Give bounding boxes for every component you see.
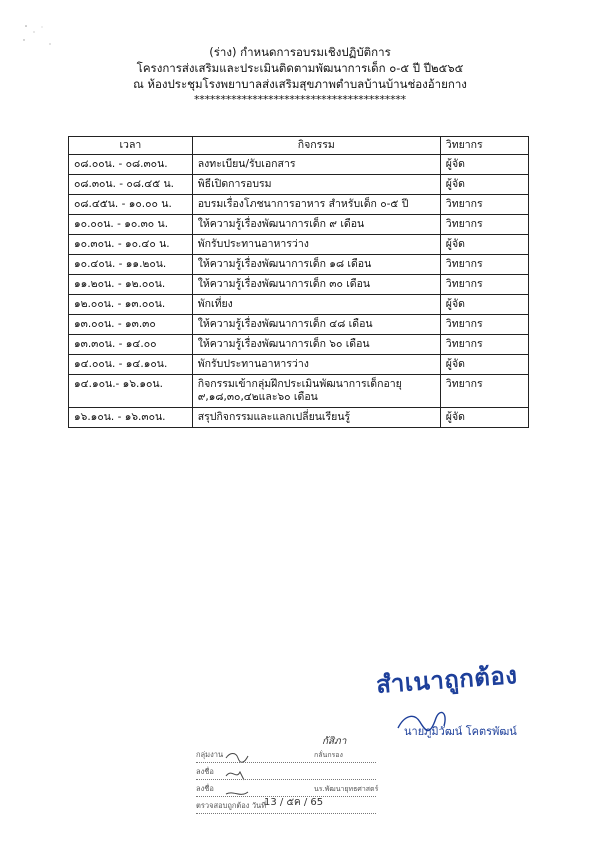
signoff-review-label: กลั่นกรอง (314, 751, 343, 759)
speaker-cell: ผู้จัด (440, 408, 528, 428)
signoff-date-value: 13 / ๕ค / 65 (264, 797, 324, 808)
time-cell: ๑๐.๐๐น. - ๑๐.๓๐ น. (69, 215, 193, 235)
activity-cell: อบรมเรื่องโภชนาการอาหาร สำหรับเด็ก ๐-๕ ปี (192, 195, 440, 215)
speaker-cell: ผู้จัด (440, 295, 528, 315)
time-cell: ๐๘.๔๕น. - ๑๐.๐๐ น. (69, 195, 193, 215)
speaker-cell: วิทยากร (440, 315, 528, 335)
activity-cell: พักเที่ยง (192, 295, 440, 315)
col-speaker-header: วิทยากร (440, 137, 528, 155)
signoff-reviewer-sign: กัสิภา (322, 736, 347, 747)
col-activity-header: กิจกรรม (192, 137, 440, 155)
speaker-cell: ผู้จัด (440, 235, 528, 255)
activity-cell: ให้ความรู้เรื่องพัฒนาการเด็ก ๖๐ เดือน (192, 335, 440, 355)
signoff-sign2-label: ลงชื่อ (196, 784, 214, 793)
activity-cell: พักรับประทานอาหารว่าง (192, 235, 440, 255)
activity-cell: ลงทะเบียน/รับเอกสาร (192, 155, 440, 175)
time-cell: ๐๘.๓๐น. - ๐๘.๔๕ น. (69, 175, 193, 195)
activity-cell: ให้ความรู้เรื่องพัฒนาการเด็ก ๙ เดือน (192, 215, 440, 235)
activity-cell: กิจกรรมเข้ากลุ่มฝึกประเมินพัฒนาการเด็กอายุ ๙,๑๘,๓๐,๔๒และ๖๐ เดือน (192, 375, 440, 408)
activity-cell: ให้ความรู้เรื่องพัฒนาการเด็ก ๓๐ เดือน (192, 275, 440, 295)
speaker-cell: วิทยากร (440, 215, 528, 235)
speaker-cell: วิทยากร (440, 375, 528, 408)
header-project: โครงการส่งเสริมและประเมินติดตามพัฒนาการเด็ก ๐-๕ ปี ปี๒๕๖๕ (136, 61, 464, 75)
speaker-cell: วิทยากร (440, 195, 528, 215)
signoff-sign1-label: ลงชื่อ (196, 767, 214, 776)
signoff-date-label: ตรวจสอบถูกต้อง วันที่ (196, 801, 267, 810)
time-cell: ๑๓.๐๐น. - ๑๓.๓๐ (69, 315, 193, 335)
speaker-cell: ผู้จัด (440, 355, 528, 375)
speaker-cell: ผู้จัด (440, 175, 528, 195)
header-title: (ร่าง) กำหนดการอบรมเชิงปฏิบัติการ (209, 45, 391, 59)
time-cell: ๑๐.๓๐น. - ๑๐.๔๐ น. (69, 235, 193, 255)
time-cell: ๑๔.๐๐น. - ๑๔.๑๐น. (69, 355, 193, 375)
time-cell: ๑๒.๐๐น. - ๑๓.๐๐น. (69, 295, 193, 315)
header-divider: **************************************** (193, 93, 406, 106)
time-cell: ๑๖.๑๐น. - ๑๖.๓๐น. (69, 408, 193, 428)
speaker-cell: วิทยากร (440, 255, 528, 275)
signoff-row-date (196, 797, 376, 814)
time-cell: ๑๔.๑๐น.- ๑๖.๑๐น. (69, 375, 193, 408)
col-time-header: เวลา (69, 137, 193, 155)
time-cell: ๑๐.๔๐น. - ๑๑.๒๐น. (69, 255, 193, 275)
time-cell: ๑๑.๒๐น. - ๑๒.๐๐น. (69, 275, 193, 295)
header-venue: ณ ห้องประชุมโรงพยาบาลส่งเสริมสุขภาพตำบลบ้านบ้านช่องอ้ายกาง (133, 77, 467, 91)
signoff-row-division (196, 736, 376, 763)
speaker-cell: วิทยากร (440, 335, 528, 355)
activity-cell: ให้ความรู้เรื่องพัฒนาการเด็ก ๑๘ เดือน (192, 255, 440, 275)
signoff-sign2-position: นร.พัฒนายุทธศาสตร์ (314, 785, 379, 793)
activity-cell: พักรับประทานอาหารว่าง (192, 355, 440, 375)
signoff-row-sign-1 (196, 763, 376, 780)
time-cell: ๑๓.๓๐น. - ๑๔.๐๐ (69, 335, 193, 355)
certified-copy-stamp: สำเนาถูกต้อง (375, 661, 519, 699)
speaker-cell: วิทยากร (440, 275, 528, 295)
activity-cell: สรุปกิจกรรมและแลกเปลี่ยนเรียนรู้ (192, 408, 440, 428)
stamp-signer-name: นายภูมิวัฒน์ โคตรพัฒน์ (404, 725, 517, 738)
signoff-division-label: กลุ่มงาน (196, 750, 224, 759)
activity-cell: พิธีเปิดการอบรม (192, 175, 440, 195)
time-cell: ๐๘.๐๐น. - ๐๘.๓๐น. (69, 155, 193, 175)
speaker-cell: ผู้จัด (440, 155, 528, 175)
signoff-block (196, 736, 379, 814)
activity-cell: ให้ความรู้เรื่องพัฒนาการเด็ก ๔๘ เดือน (192, 315, 440, 335)
